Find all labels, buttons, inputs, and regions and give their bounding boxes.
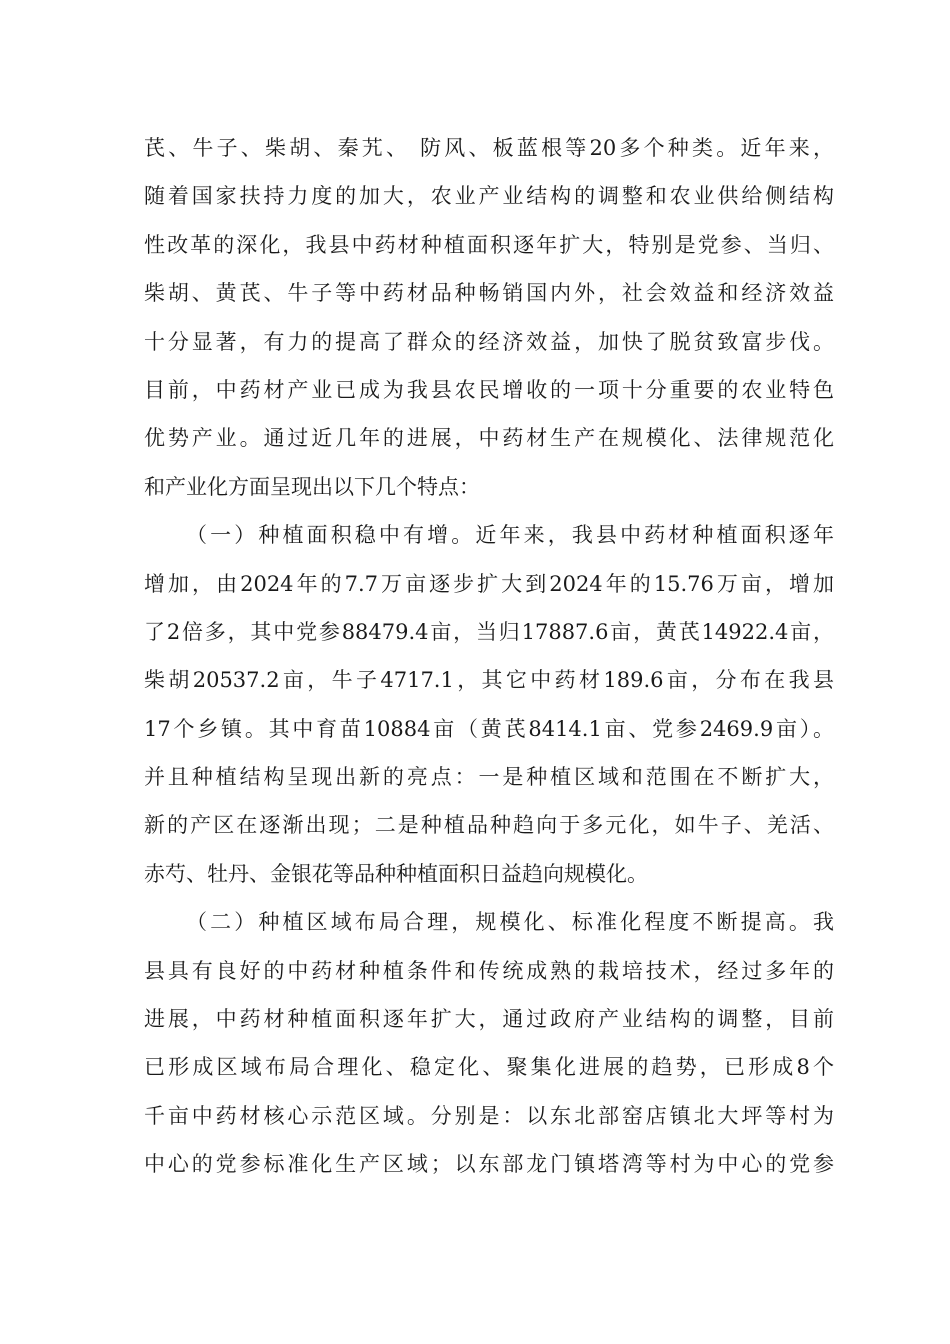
text-line: （一）种植面积稳中有增。近年来，我县中药材种植面积逐年 bbox=[186, 523, 834, 548]
text-line: 和产业化方面呈现出以下几个特点： bbox=[144, 474, 480, 499]
text-line: （二）种植区域布局合理，规模化、标准化程度不断提高。我 bbox=[186, 910, 834, 935]
text-line: 17个乡镇。其中育苗10884亩（黄芪8414.1亩、党参2469.9亩）。 bbox=[144, 716, 834, 741]
text-line: 柴胡、黄芪、牛子等中药材品种畅销国内外，社会效益和经济效益 bbox=[144, 281, 834, 306]
text-line: 优势产业。通过近几年的进展，中药材生产在规模化、法律规范化 bbox=[144, 426, 834, 451]
text-line: 中心的党参标准化生产区域；以东部龙门镇塔湾等村为中心的党参 bbox=[144, 1152, 834, 1177]
text-line: 县具有良好的中药材种植条件和传统成熟的栽培技术，经过多年的 bbox=[144, 958, 834, 983]
text-line: 性改革的深化，我县中药材种植面积逐年扩大，特别是党参、当归、 bbox=[144, 232, 834, 257]
text-line: 十分显著，有力的提高了群众的经济效益，加快了脱贫致富步伐。 bbox=[144, 329, 834, 354]
text-line: 千亩中药材核心示范区域。分别是：以东北部窑店镇北大坪等村为 bbox=[144, 1103, 834, 1128]
text-line: 新的产区在逐渐出现；二是种植品种趋向于多元化，如牛子、羌活、 bbox=[144, 813, 834, 838]
text-line: 增加，由2024年的7.7万亩逐步扩大到2024年的15.76万亩，增加 bbox=[144, 571, 834, 596]
text-line: 并且种植结构呈现出新的亮点：一是种植区域和范围在不断扩大， bbox=[144, 765, 834, 790]
text-line: 目前，中药材产业已成为我县农民增收的一项十分重要的农业特色 bbox=[144, 377, 834, 402]
text-line: 进展，中药材种植面积逐年扩大，通过政府产业结构的调整，目前 bbox=[144, 1007, 834, 1032]
text-line: 赤芍、牡丹、金银花等品种种植面积日益趋向规模化。 bbox=[144, 861, 648, 886]
text-line: 已形成区域布局合理化、稳定化、聚集化进展的趋势，已形成8个 bbox=[144, 1055, 834, 1080]
text-line: 随着国家扶持力度的加大，农业产业结构的调整和农业供给侧结构 bbox=[144, 184, 834, 209]
text-line: 芪、牛子、柴胡、秦艽、 防风、板蓝根等20多个种类。近年来， bbox=[144, 136, 834, 160]
text-line: 柴胡20537.2亩，牛子4717.1，其它中药材189.6亩，分布在我县 bbox=[144, 668, 834, 693]
body-text bbox=[144, 132, 834, 1197]
text-line: 了2倍多，其中党参88479.4亩，当归17887.6亩，黄芪14922.4亩， bbox=[144, 619, 834, 644]
